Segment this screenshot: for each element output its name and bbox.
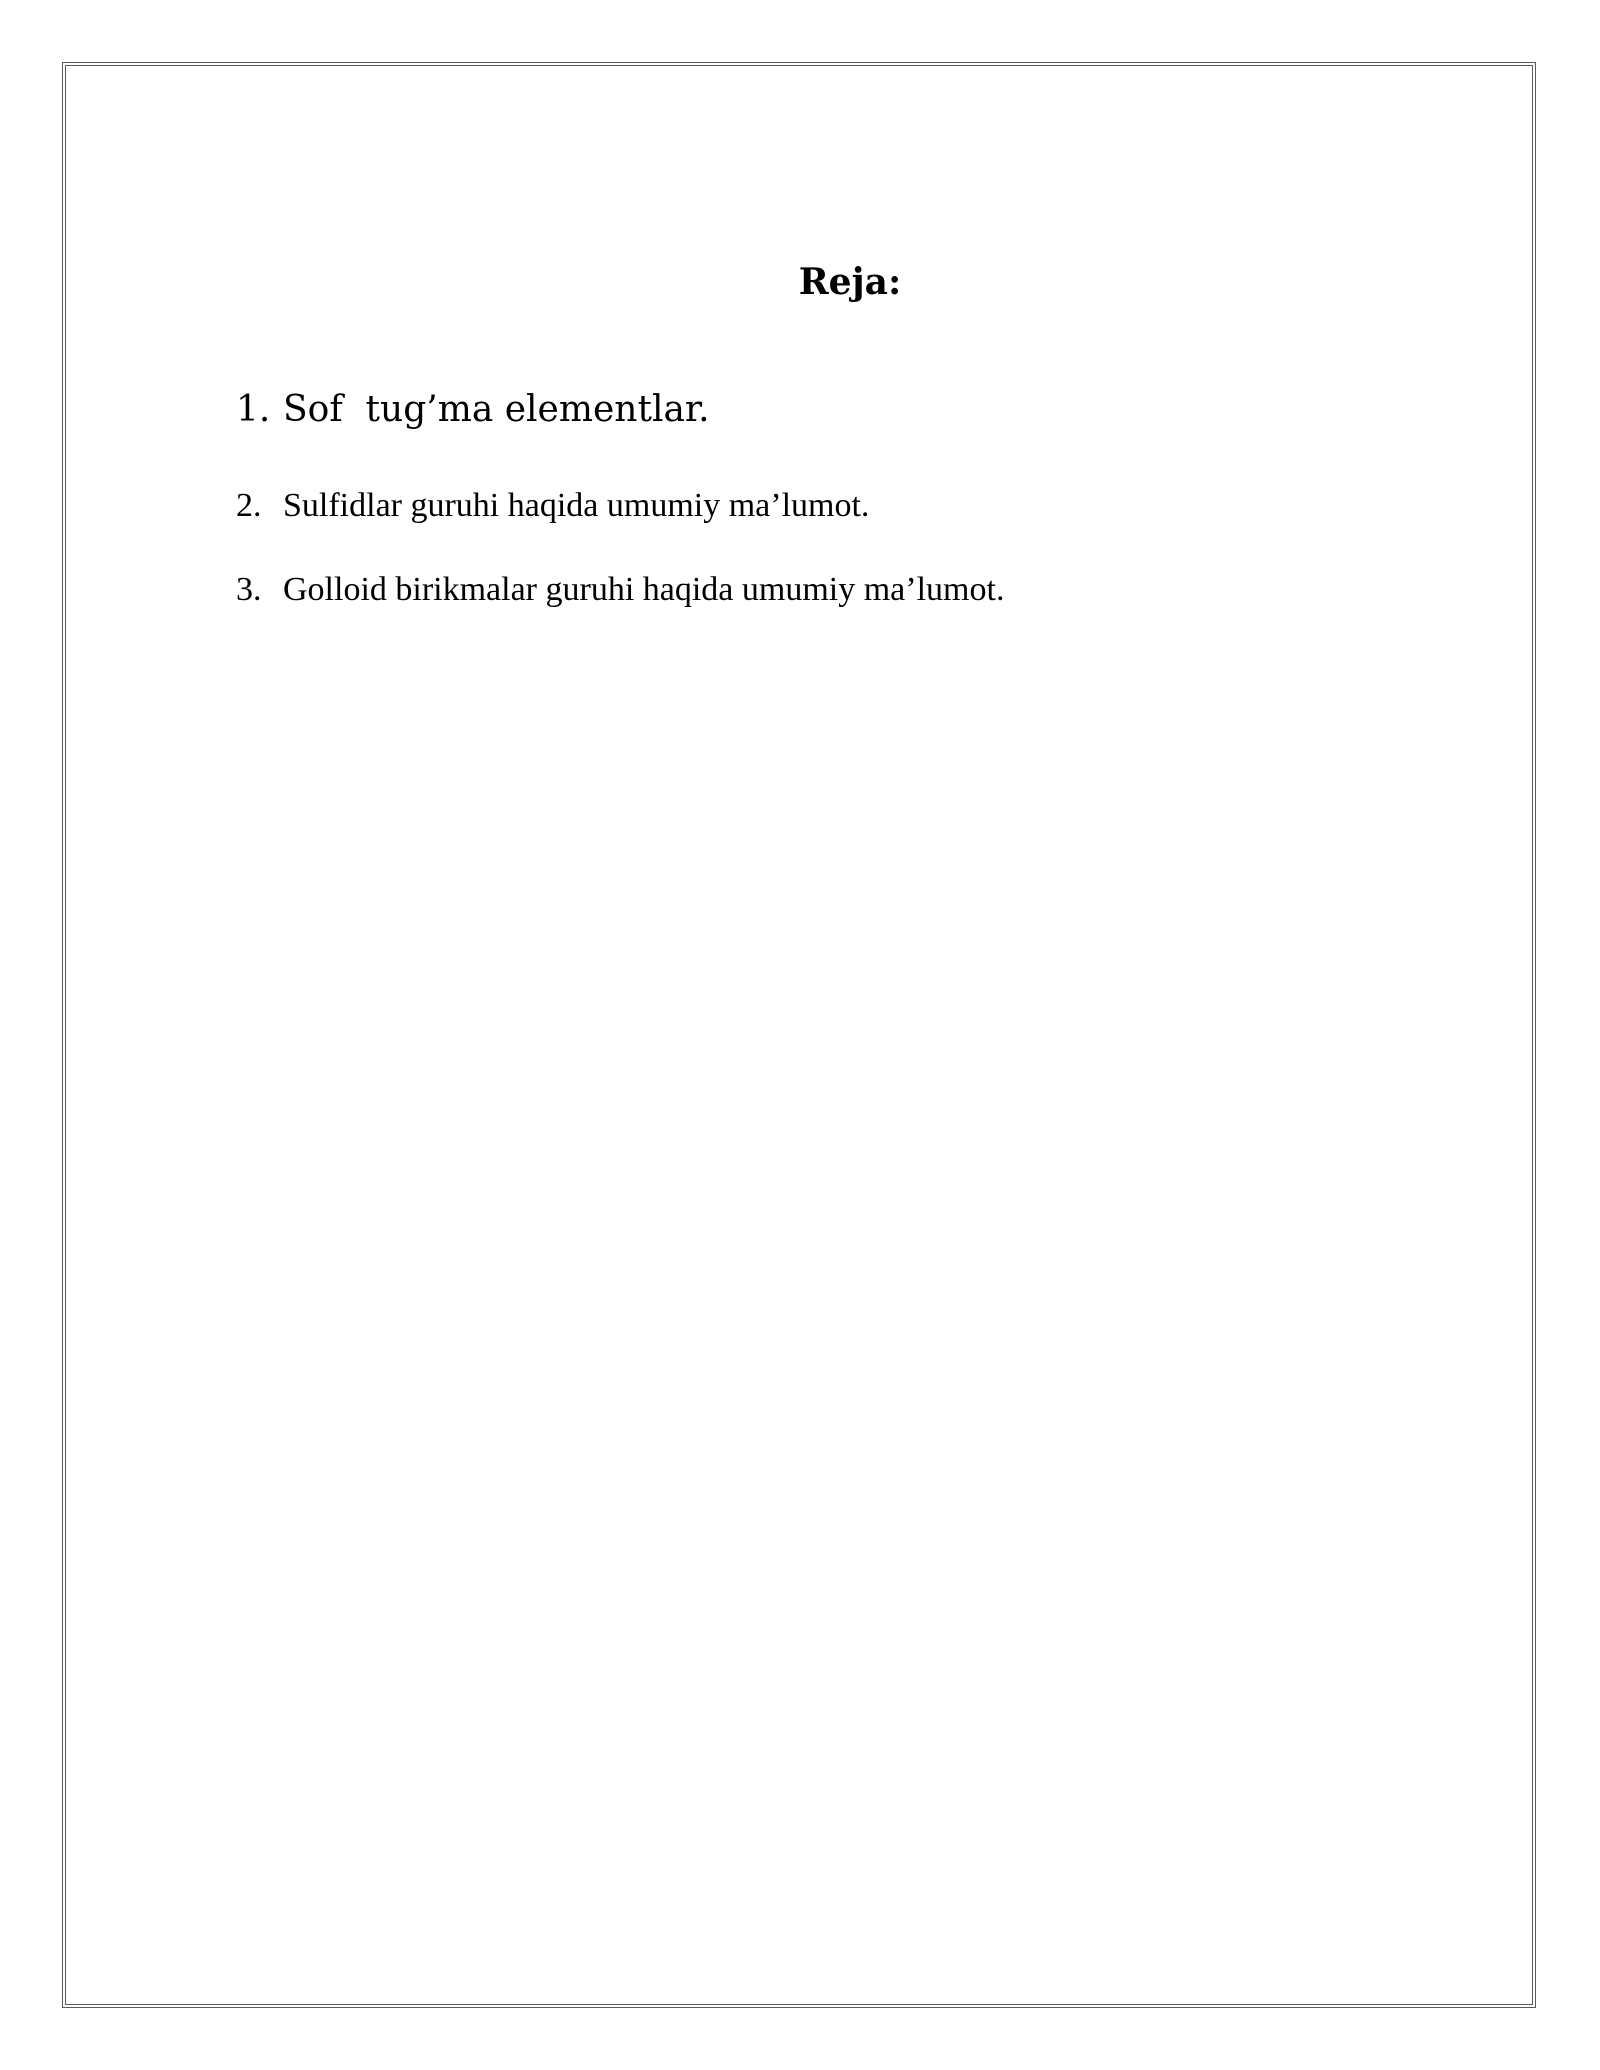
plan-item-number: 1. bbox=[236, 389, 271, 430]
plan-item-text: Sof tug’ma elementlar. bbox=[283, 389, 710, 430]
plan-item-number: 3. bbox=[236, 571, 262, 608]
plan-item-2 bbox=[236, 486, 869, 526]
plan-item-text: Sulfidlar guruhi haqida umumiy ma’lumot. bbox=[283, 487, 870, 524]
plan-item-number: 2. bbox=[236, 487, 262, 524]
plan-item-1 bbox=[236, 388, 710, 432]
plan-item-text: Golloid birikmalar guruhi haqida umumiy ma’lumot. bbox=[283, 571, 1005, 608]
plan-item-3 bbox=[236, 570, 1004, 610]
plan-heading: Reja: bbox=[798, 261, 902, 303]
page-border-frame bbox=[62, 62, 1536, 2008]
